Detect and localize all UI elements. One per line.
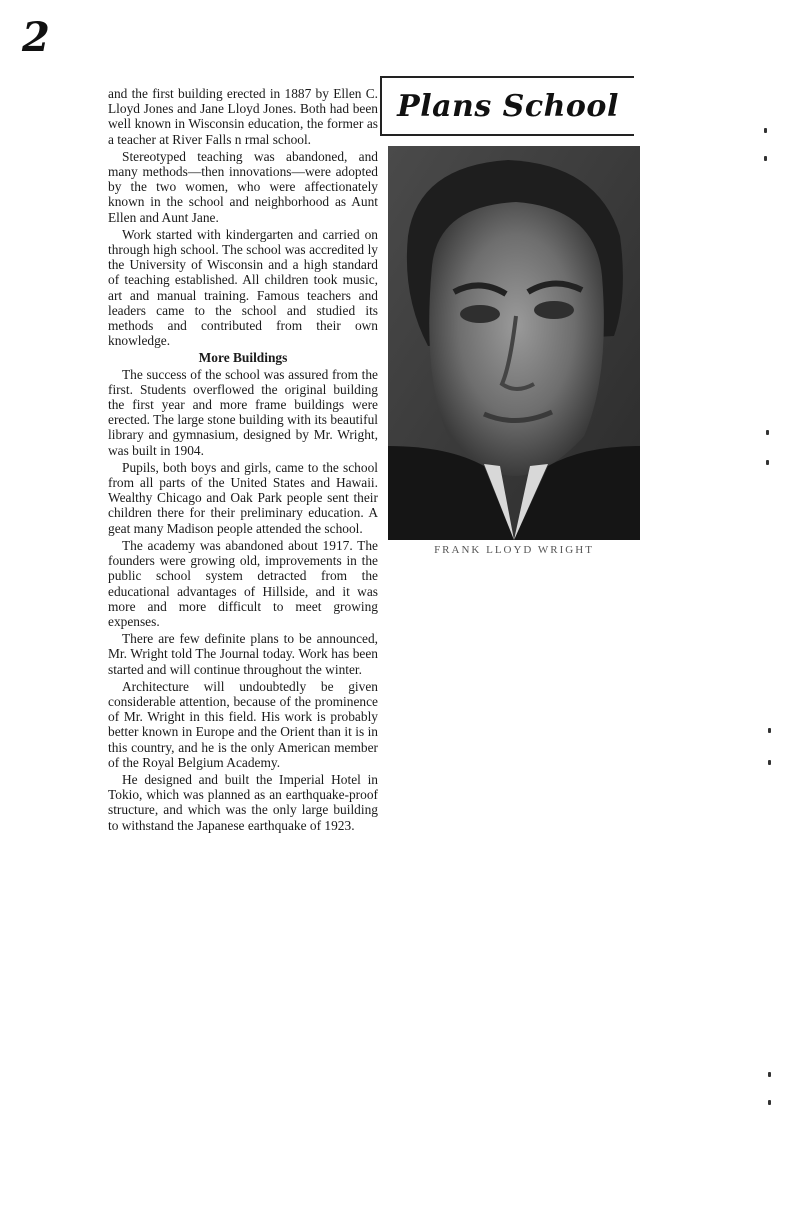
margin-mark [766,430,769,435]
margin-mark [768,1100,771,1105]
margin-mark [764,128,767,133]
margin-mark [768,728,771,733]
article-paragraph: Pupils, both boys and girls, came to the school from all parts of the United States and Hawaii. Wealthy Chicago and Oak Park people sent their children there for their preliminary education. A geat many Madison people attended the school. [108,459,378,536]
headline-box [380,76,634,136]
article-paragraph: The academy was abandoned about 1917. The founders were growing old, improvements in the public school system detracted from the educational advantages of Hillside, and it was more and more difficult to meet growing expenses. [108,537,378,629]
article-paragraph: Architecture will undoubtedly be given considerable attention, because of the prominence of Mr. Wright in this field. His work is probably better known in Europe and the Orient than it is in this country, and he is the only American member of the Royal Belgium Academy. [108,678,378,770]
article-paragraph: Work started with kindergarten and carried on through high school. The school was accredited ly the University of Wisconsin and a high standard of teaching established. All children took music, art and manual training. Famous teachers and leaders came to the school and studied its methods and contributed from their own knowledge. [108,226,378,349]
portrait-image [388,146,640,540]
photo-caption: FRANK LLOYD WRIGHT [434,544,594,556]
margin-mark [768,760,771,765]
article-paragraph: Stereotyped teaching was abandoned, and many methods—then innovations—were adopted by the two women, who were affectionately known in the school and neighborhood as Aunt Ellen and Aunt Jane. [108,148,378,225]
page-number: 2 [22,14,50,61]
article-paragraph: The success of the school was assured from the first. Students overflowed the original building the first year and more frame buildings were erected. The large stone building with its beautiful library and gymnasium, designed by Mr. Wright, was built in 1904. [108,366,378,458]
headline: Plans School [397,88,619,124]
margin-mark [764,156,767,161]
margin-mark [766,460,769,465]
article-paragraph: He designed and built the Imperial Hotel in Tokio, which was planned as an earthquake-proof structure, and which was the only large building to withstand the Japanese earthquake of 1923. [108,771,378,833]
article-column [108,86,378,835]
article-paragraph: and the first building erected in 1887 by Ellen C. Lloyd Jones and Jane Lloyd Jones. Both had been well known in Wisconsin education, the former as a teacher at River Falls n rmal school. [108,86,378,147]
subheading: More Buildings [198,350,288,366]
portrait-photo [388,146,640,540]
margin-mark [768,1072,771,1077]
article-paragraph: There are few definite plans to be announced, Mr. Wright told The Journal today. Work has been started and will continue throughout the winter. [108,631,378,677]
